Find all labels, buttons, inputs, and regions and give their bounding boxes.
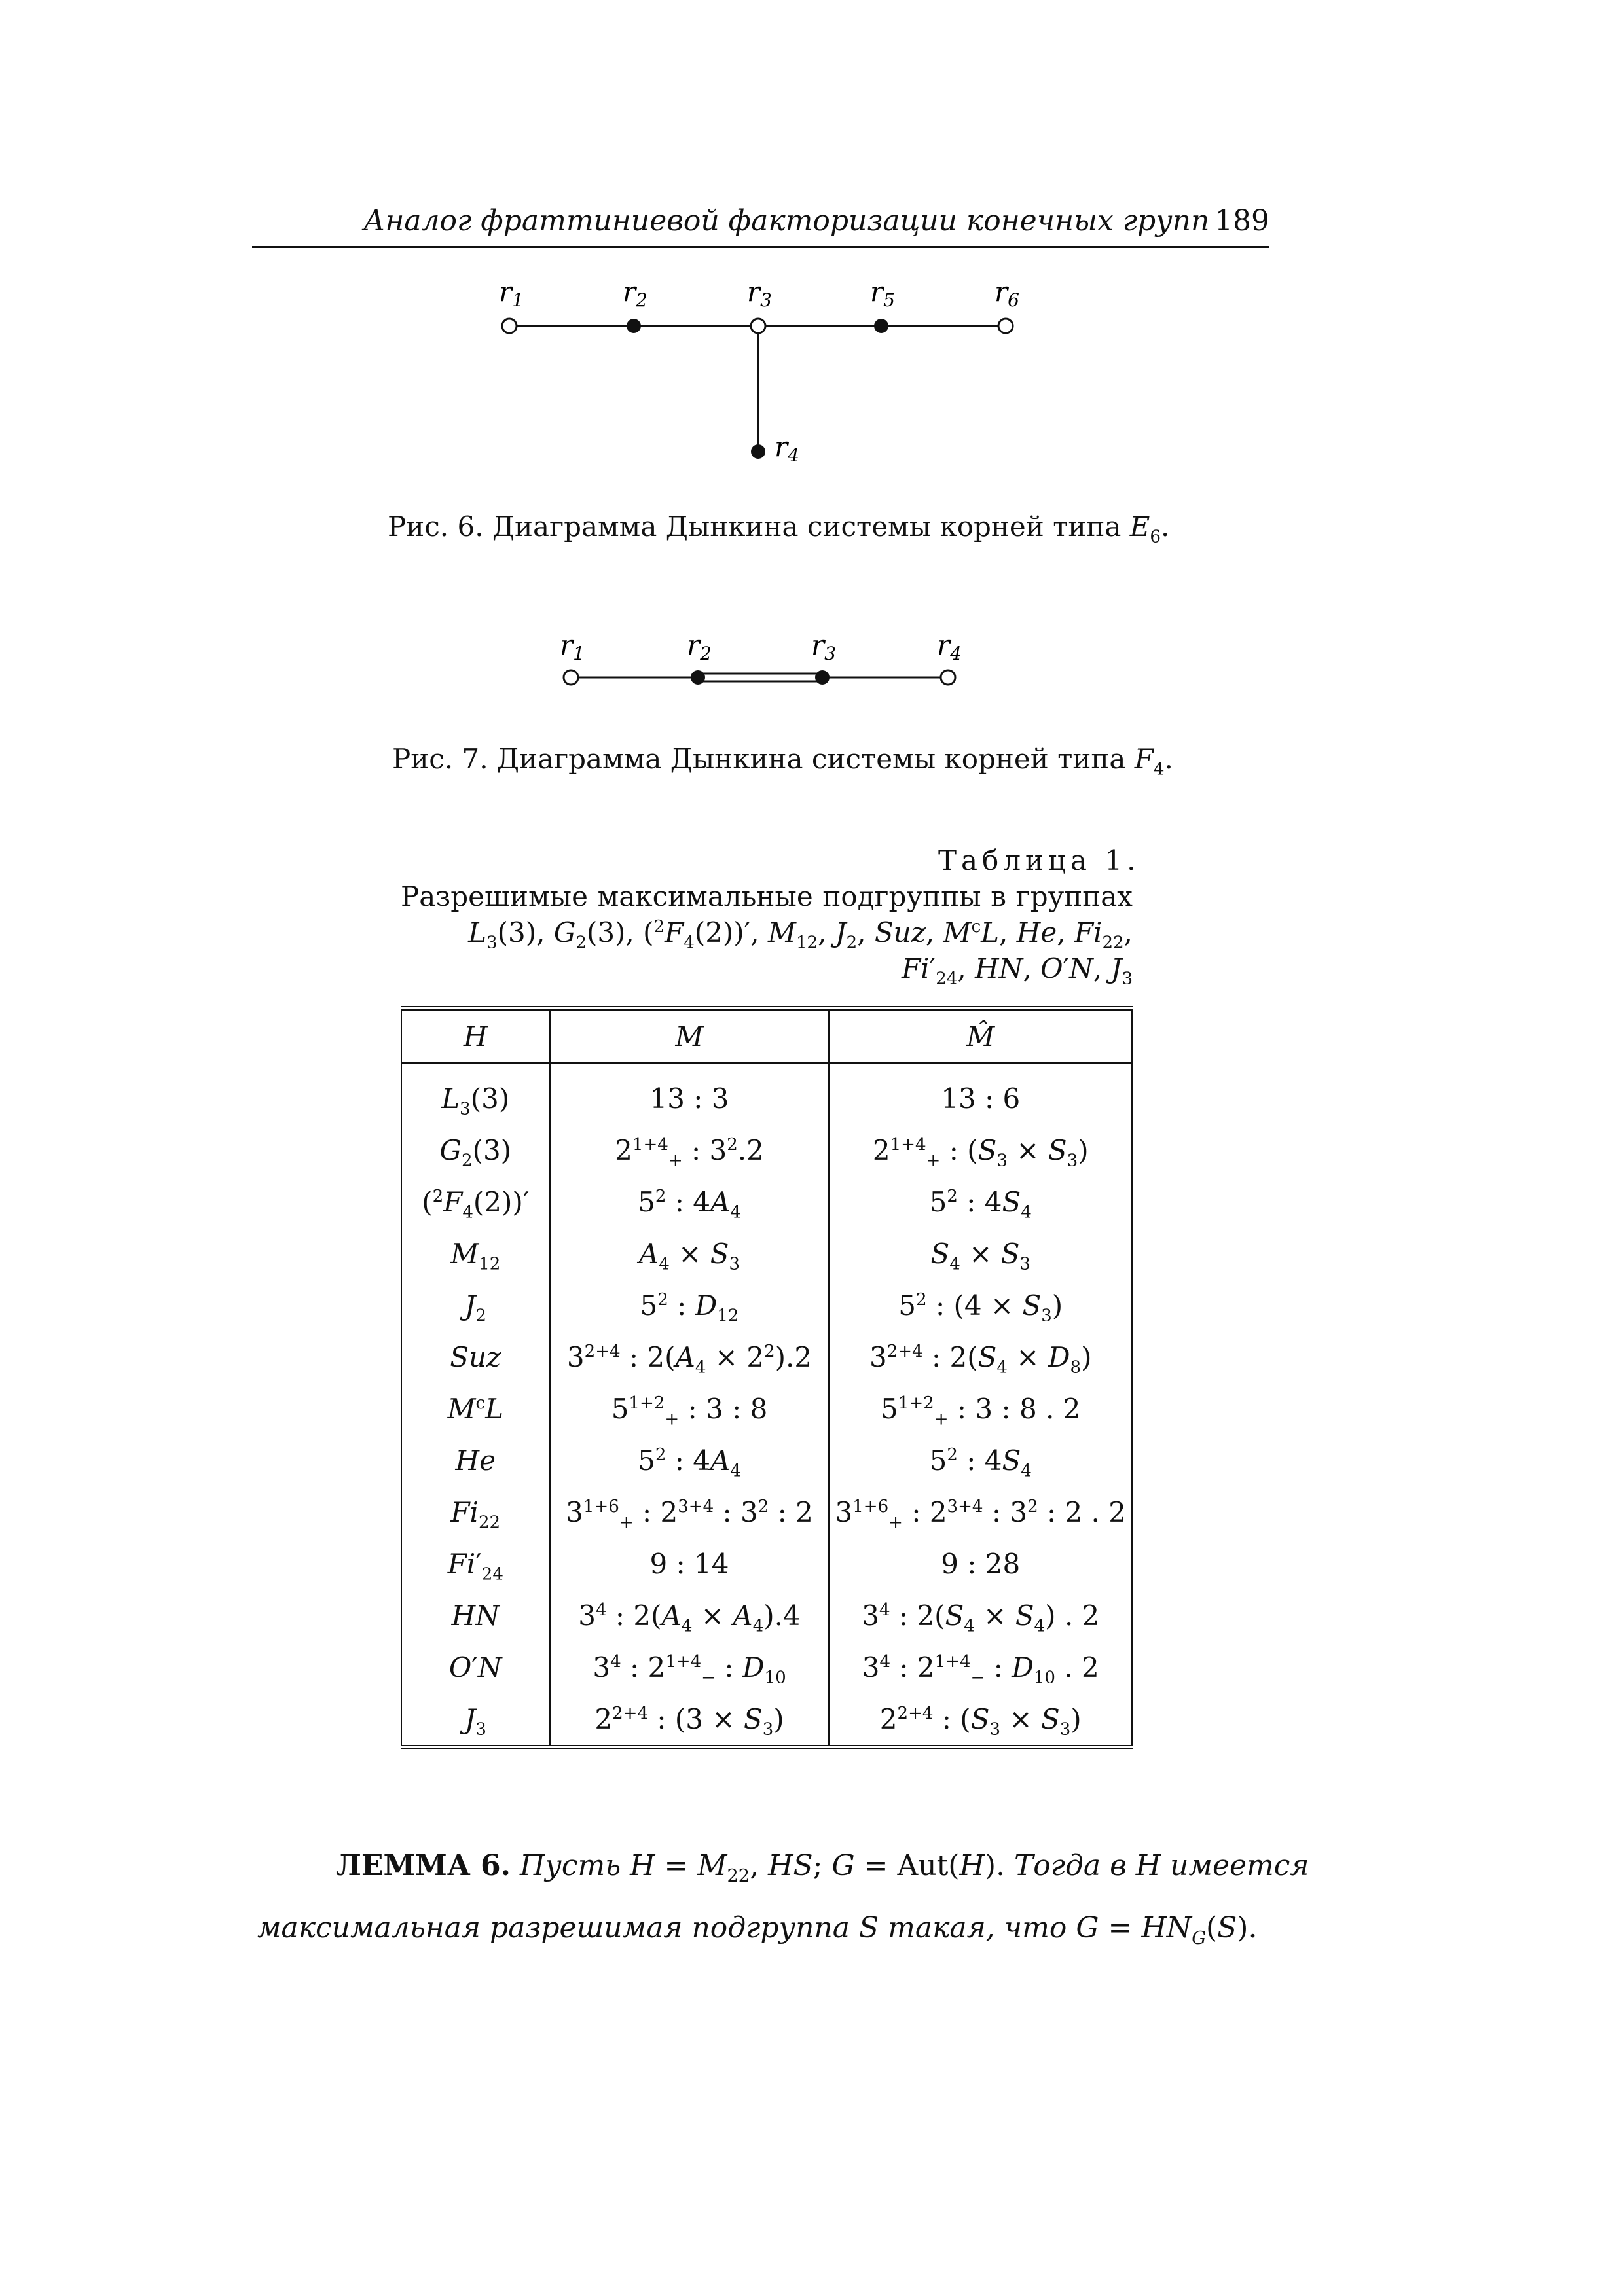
figure7-caption: Рис. 7. Диаграмма Дынкина системы корней типа $F_4$. [392,743,1173,780]
header-m: M [550,1009,830,1063]
node-r4-open [941,670,955,685]
figure6-type-sub: 6 [1150,527,1161,547]
table-header-row [401,1009,1132,1063]
figure7-type-sub: 4 [1153,759,1165,780]
table-row: $J_3$ $2^{2+4}$ : $(3 \times S_3)$ $2^{2+4}$ : $(S_3 \times S_3)$ [401,1693,1132,1748]
label-r6: r6 [994,276,1019,311]
label-r3: r3 [811,629,836,664]
lemma6-line1: ЛЕММА 6. Пусть $H = M_{22}$, HS; G = Aut(H). Тогда в H имеется [336,1849,1309,1886]
page-number: 189 [1214,204,1269,238]
label-r2: r2 [687,629,712,664]
table-row: $(^2F_4(2))'$ $5^2$ : $4A_4$ $5^2$ : $4S_4$ [401,1176,1132,1228]
label-r5: r5 [870,276,895,311]
dynkin-diagram-e6 [0,0,1623,524]
table-row: $M_{12}$ $A_4 \times S_3$ $S_4 \times S_3$ [401,1228,1132,1280]
table-row: $L_3(3)$ 13 : 3 13 : 6 [401,1063,1132,1125]
label-r4: r4 [937,629,962,664]
figure7-type: F [1134,743,1154,775]
figure6-type: E [1129,511,1150,543]
node-r2-filled [627,319,641,333]
table1-title-line3: $Fi'_{24}$, HN, O′N, $J_3$ [902,952,1133,989]
table-row: $Fi_{22}$ $3^{1+6}_+$ : $2^{3+4}$ : $3^2$ : 2 $3^{1+6}_+$ : $2^{3+4}$ : $3^2$ : 2 . 2 [401,1486,1132,1538]
label-r3: r3 [747,276,772,311]
label-r4: r4 [775,431,799,466]
table-row: $G_2(3)$ $2^{1+4}_+$ : $3^2.2$ $2^{1+4}_+$ : $(S_3 \times S_3)$ [401,1124,1132,1176]
node-r2-filled [691,670,705,685]
table-row: HN $3^4$ : $2(A_4 \times A_4).4$ $3^4$ : $2(S_4 \times S_4)$ . 2 [401,1590,1132,1641]
lemma6-line2: максимальная разрешимая подгруппа S такая, что $G = HN_G(S)$. [257,1911,1258,1948]
header-m-hat: M̂ [829,1009,1132,1063]
table-row: $J_2$ $5^2$ : $D_{12}$ $5^2$ : $(4 \times S_3)$ [401,1280,1132,1331]
node-r3-filled [815,670,830,685]
node-r6-open [998,319,1013,333]
node-r4-filled [751,444,765,459]
dynkin-diagram-f4 [0,589,1623,720]
figure6-caption-text: Рис. 6. Диаграмма Дынкина системы корней типа [388,511,1130,543]
node-r1-open [564,670,578,685]
lemma6-label: ЛЕММА 6. [336,1849,511,1882]
node-r5-filled [874,319,888,333]
maximal-subgroups-table [401,1006,1133,1749]
table-row: Suz $3^{2+4}$ : $2(A_4 \times 2^2).2$ $3^{2+4}$ : $2(S_4 \times D_8)$ [401,1331,1132,1383]
table-row: O′N $3^4$ : $2^{1+4}_-$ : $D_{10}$ $3^4$ : $2^{1+4}_-$ : $D_{10}$ . 2 [401,1641,1132,1693]
table1-title-line2: $L_3(3)$, $G_2(3)$, $(^2F_4(2))'$, $M_{12}$, $J_2$, Suz, $M^cL$, He, $Fi_{22}$, [468,916,1133,953]
label-r2: r2 [623,276,647,311]
table1-title-line1: Разрешимые максимальные подгруппы в группах [401,880,1133,912]
label-r1: r1 [499,276,524,311]
header-h: H [401,1009,550,1063]
running-title: Аналог фраттиниевой факторизации конечных групп [363,204,1210,238]
node-r3-open [751,319,765,333]
figure6-caption: Рис. 6. Диаграмма Дынкина системы корней типа $E_6$. [388,511,1170,547]
node-r1-open [502,319,517,333]
table-row: He $5^2$ : $4A_4$ $5^2$ : $4S_4$ [401,1435,1132,1486]
table1-label: Таблица 1. [938,844,1140,876]
table-row: $Fi'_{24}$ 9 : 14 9 : 28 [401,1538,1132,1590]
label-r1: r1 [560,629,585,664]
figure7-caption-text: Рис. 7. Диаграмма Дынкина системы корней типа [392,743,1135,775]
table-row: $M^cL$ $5^{1+2}_+$ : 3 : 8 $5^{1+2}_+$ : 3 : 8 . 2 [401,1383,1132,1435]
